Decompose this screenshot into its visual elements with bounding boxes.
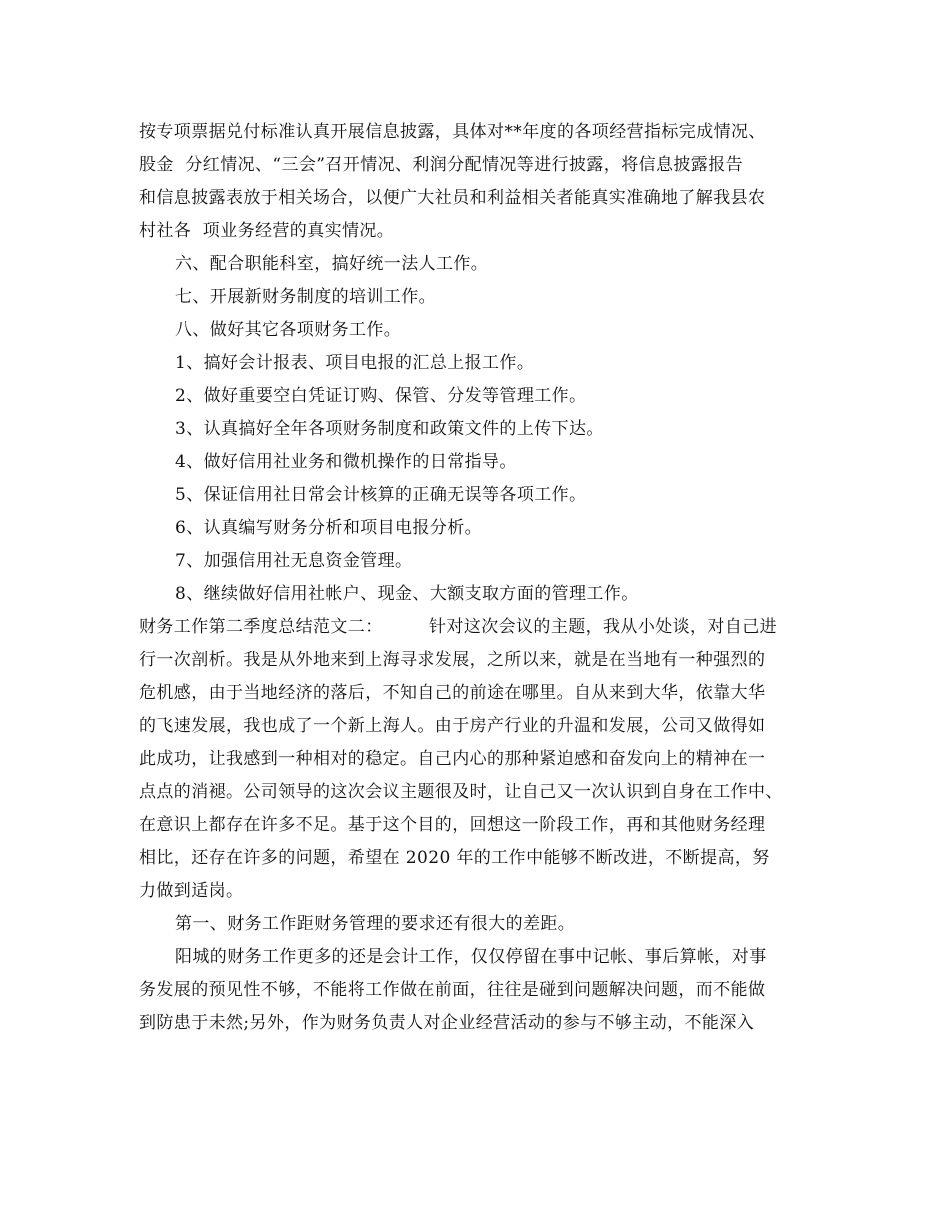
text-line: 的飞速发展，我也成了一个新上海人。由于房产行业的升温和发展，公司又做得如 <box>139 716 766 736</box>
text-line: 点点的消褪。公司领导的这次会议主题很及时，让自己又一次认识到自身在工作中、 <box>139 782 783 802</box>
text-line: 3、认真搞好全年各项财务制度和政策文件的上传下达。 <box>175 419 604 439</box>
text-line: 七、开展新财务制度的培训工作。 <box>175 287 436 307</box>
text-line: 5、保证信用社日常会计核算的正确无误等各项工作。 <box>175 485 587 505</box>
text-line: 和信息披露表放于相关场合，以便广大社员和利益相关者能真实准确地了解我县农 <box>139 188 766 208</box>
text-line: 此成功，让我感到一种相对的稳定。自己内心的那种紧迫感和奋发向上的精神在一 <box>139 749 766 769</box>
text-line: 阳城的财务工作更多的还是会计工作，仅仅停留在事中记帐、事后算帐，对事 <box>175 947 767 967</box>
text-line: 1、搞好会计报表、项目电报的汇总上报工作。 <box>175 353 535 373</box>
text-line: 8、继续做好信用社帐户、现金、大额支取方面的管理工作。 <box>175 584 639 604</box>
text-line: 行一次剖析。我是从外地来到上海寻求发展，之所以来，就是在当地有一种强烈的 <box>139 650 766 670</box>
text-line: 第一、财务工作距财务管理的要求还有很大的差距。 <box>175 914 576 934</box>
text-line: 到防患于未然;另外，作为财务负责人对企业经营活动的参与不够主动，不能深入 <box>139 1013 755 1033</box>
text-line: 7、加强信用社无息资金管理。 <box>175 551 413 571</box>
text-line: 六、配合职能科室，搞好统一法人工作。 <box>175 254 489 274</box>
text-line: 相比，还存在许多的问题，希望在 2020 年的工作中能够不断改进，不断提高，努 <box>139 848 770 868</box>
text-line: 6、认真编写财务分析和项目电报分析。 <box>175 518 483 538</box>
text-line: 财务工作第二季度总结范文二： 针对这次会议的主题，我从小处谈，对自己进 <box>139 617 778 637</box>
document-body <box>139 116 817 1040</box>
text-line: 4、做好信用社业务和微机操作的日常指导。 <box>175 452 517 472</box>
text-line: 八、做好其它各项财务工作。 <box>175 320 402 340</box>
text-line: 务发展的预见性不够，不能将工作做在前面，往往是碰到问题解决问题，而不能做 <box>139 980 766 1000</box>
text-line: 按专项票据兑付标准认真开展信息披露，具体对**年度的各项经营指标完成情况、 <box>139 122 766 142</box>
text-line: 在意识上都存在许多不足。基于这个目的，回想这一阶段工作，再和其他财务经理 <box>139 815 766 835</box>
text-line: 危机感，由于当地经济的落后，不知自己的前途在哪里。自从来到大华，依靠大华 <box>139 683 766 703</box>
text-line: 2、做好重要空白凭证订购、保管、分发等管理工作。 <box>175 386 587 406</box>
text-line: 村社各 项业务经营的真实情况。 <box>139 221 395 241</box>
text-line: 力做到适岗。 <box>139 881 244 901</box>
text-line: 股金 分红情况、“三会”召开情况、利润分配情况等进行披露，将信息披露报告 <box>139 155 743 175</box>
